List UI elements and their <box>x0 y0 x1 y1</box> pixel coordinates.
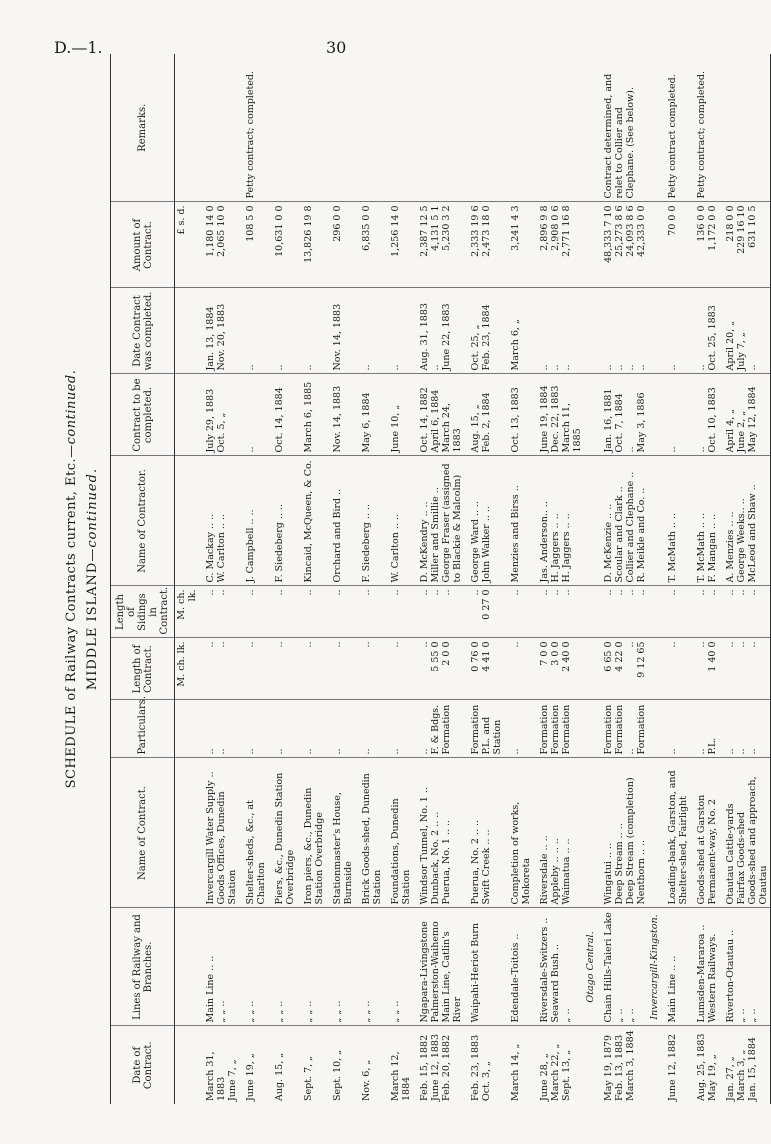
cell-line: „ „ .. <box>239 908 268 1026</box>
column-header: Lines of Railway and Branches. <box>111 908 175 1026</box>
table-row <box>355 54 384 1104</box>
cell-sid: .. <box>326 586 355 638</box>
cell-done: Aug. 31, 1883 .. June 22, 1883 <box>413 288 464 374</box>
table-cell <box>648 54 661 202</box>
column-header: Remarks. <box>111 54 175 202</box>
cell-contractor: A. Menzies .. .. George Weeks.. .. McLeod and Shaw .. <box>719 456 771 586</box>
column-header: Contract to be completed. <box>111 374 175 456</box>
table-cell <box>648 700 661 758</box>
cell-line: „ „ .. <box>384 908 413 1026</box>
table-cell <box>648 586 661 638</box>
cell-to: Oct. 14, 1884 <box>268 374 297 456</box>
cell-amt: 6,835 0 0 <box>355 202 384 288</box>
cell-to: June 19, 1884 Dec. 22, 1883 March 11, 1885 <box>533 374 584 456</box>
cell-rem <box>355 54 384 202</box>
table-cell <box>648 638 661 700</box>
cell-done: Jan. 13, 1884 Nov. 20, 1883 <box>199 288 239 374</box>
cell-done: .. .. .. .. <box>597 288 648 374</box>
column-header: Amount of Contract. <box>111 202 175 288</box>
table-cell <box>584 456 597 586</box>
cell-name: Windsor Tunnel, No. 1 .. Dunback, No. 2 .. .. Puerua, No. 1 .. .. <box>413 758 464 908</box>
cell-amt: 2,387 12 5 4,131 5 1 5,230 3 2 <box>413 202 464 288</box>
cell-date: March 31, 1883 June 7, „ <box>205 1051 238 1101</box>
cell-to: July 29, 1883 Oct. 5, „ <box>199 374 239 456</box>
table-row <box>690 54 719 1104</box>
cell-contractor: Kincaid, McQueen, & Co. <box>297 456 326 586</box>
table-body <box>175 54 771 1104</box>
cell-rem <box>719 54 771 202</box>
cell-amt: 3,241 4 3 <box>504 202 533 288</box>
cell-rem: Petty contract; completed. <box>239 54 268 202</box>
cell-line: Edendale-Toitois .. <box>504 908 533 1026</box>
cell-rem <box>533 54 584 202</box>
cell-date: Nov. 6, „ <box>361 1059 372 1101</box>
cell-contractor: T. McMath .. .. <box>661 456 690 586</box>
cell-contractor: D. McKenzie .. .. Scoular and Clark .. Collier and Clephane .. R. Meikle and Co. .. <box>597 456 648 586</box>
cell-line: „ „ .. <box>297 908 326 1026</box>
cell-date: June 12, 1882 <box>667 1034 678 1101</box>
cell-sid: .. <box>297 586 326 638</box>
cell-done: .. <box>268 288 297 374</box>
cell-line: „ „ .. <box>355 908 384 1026</box>
cell-date: Feb. 23, 1883 Oct. 3, „ <box>470 1034 492 1101</box>
cell-amt: 2,896 9 8 2,908 0 6 2,771 16 8 <box>533 202 584 288</box>
cell-contractor: D. McKendry .. .. Miller and Smillie .. George Fraser (assigned to Blackie & Malcolm) <box>413 456 464 586</box>
cell-name: Goods-shed at Garston Permanent-way, No. 2 <box>690 758 719 908</box>
cell-len: .. <box>504 638 533 700</box>
cell-len: .. 1 40 0 <box>690 638 719 700</box>
cell-line: „ „ .. <box>326 908 355 1026</box>
cell-date: Aug. 25, 1883 May 19, „ <box>696 1033 718 1101</box>
cell-done: .. <box>661 288 690 374</box>
table-row <box>661 54 690 1104</box>
cell-amt: 136 0 0 1,172 0 0 <box>690 202 719 288</box>
cell-len: 6 65 0 4 22 0 .. 9 12 65 <box>597 638 648 700</box>
cell-contractor: F. Siedeberg .. .. <box>355 456 384 586</box>
cell-part: .. .. <box>199 700 239 758</box>
section-row <box>648 54 661 1104</box>
units-cell <box>175 758 200 908</box>
cell-contractor: T. McMath .. .. F. Mangan .. .. <box>690 456 719 586</box>
units-cell <box>175 1026 200 1104</box>
cell-len: .. .. .. <box>719 638 771 700</box>
cell-rem: Petty contract completed. <box>661 54 690 202</box>
cell-part: Formation Formation .. Formation <box>597 700 648 758</box>
cell-part: .. <box>504 700 533 758</box>
cell-name: Invercargill Water Supply .. Goods Offices, Dunedin Station <box>199 758 239 908</box>
cell-to: Nov. 14, 1883 <box>326 374 355 456</box>
cell-done: .. <box>239 288 268 374</box>
cell-len: .. <box>239 638 268 700</box>
title-text: SCHEDULE of Railway Contracts current, Etc.— <box>64 444 79 789</box>
subtitle-cont: continued. <box>85 467 100 548</box>
cell-part: Formation P.L. and Station <box>464 700 504 758</box>
cell-contractor: F. Siedeberg .. .. <box>268 456 297 586</box>
schedule-subtitle <box>85 44 100 1114</box>
table-row <box>239 54 268 1104</box>
cell-rem <box>268 54 297 202</box>
units-cell: M. ch. lk. <box>175 638 200 700</box>
units-cell: £ s. d. <box>175 202 200 288</box>
schedule-title <box>64 44 79 1114</box>
cell-date: March 14, „ <box>510 1043 521 1101</box>
cell-sid: .. <box>268 586 297 638</box>
table-row <box>297 54 326 1104</box>
table-cell <box>648 288 661 374</box>
column-header: Length of Contract. <box>111 638 175 700</box>
cell-done: .. <box>384 288 413 374</box>
cell-amt: 70 0 0 <box>661 202 690 288</box>
cell-sid: .. <box>504 586 533 638</box>
cell-contractor: George Ward .. .. John Walker .. .. <box>464 456 504 586</box>
cell-line: Waipahi-Heriot Burn <box>464 908 504 1026</box>
cell-to: .. <box>239 374 268 456</box>
cell-done: April 20, „ July 7, „ .. <box>719 288 771 374</box>
table-cell <box>584 374 597 456</box>
cell-done: March 6, „ <box>504 288 533 374</box>
cell-name: Loading-bank, Garston, and Shelter-shed, Fairlight <box>661 758 690 908</box>
cell-name: Iron piers, &c., Dunedin Station Overbridge <box>297 758 326 908</box>
cell-rem <box>504 54 533 202</box>
cell-name: Riversdale .. .. Appleby .. .. .. Waimatua .. .. <box>533 758 584 908</box>
table-cell <box>648 456 661 586</box>
table-cell <box>584 700 597 758</box>
cell-name: Foundations, Dunedin Station <box>384 758 413 908</box>
cell-name: Piers, &c., Dunedin Station Overbridge <box>268 758 297 908</box>
table-row <box>413 54 464 1104</box>
table-cell <box>584 288 597 374</box>
title-cont: continued. <box>64 369 79 445</box>
table-row <box>533 54 584 1104</box>
cell-date: Feb. 15, 1882 June 12, 1883 Feb. 20, 1882 <box>419 1034 452 1101</box>
cell-name: Wingatui .. .. Deep Stream .. .. Deep Stream (completion) Nenthorn .. .. <box>597 758 648 908</box>
cell-rem: Contract determined, and relet to Collier and Clephane. (See below). <box>597 54 648 202</box>
table-cell <box>584 54 597 202</box>
cell-rem <box>413 54 464 202</box>
subtitle-text: MIDDLE ISLAND— <box>85 547 100 691</box>
cell-len: 0 76 0 4 41 0 <box>464 638 504 700</box>
cell-to: Aug. 15, „ Feb. 2, 1884 <box>464 374 504 456</box>
cell-done: .. <box>297 288 326 374</box>
cell-contractor: Menzies and Birss .. <box>504 456 533 586</box>
cell-line: Chain Hills-Taieri Lake „ .. „ .. <box>597 908 648 1026</box>
cell-sid: .. .. .. <box>719 586 771 638</box>
cell-line: Lumsden-Mararoa .. Western Railways. <box>690 908 719 1026</box>
units-cell <box>175 700 200 758</box>
column-header: Date Contract was completed. <box>111 288 175 374</box>
cell-line: Main Line .. .. <box>661 908 690 1026</box>
report-code: D.—1. <box>54 38 103 57</box>
cell-date: June 28, „ March 22, „ Sept. 13, „ <box>539 1043 572 1101</box>
cell-sid: .. <box>355 586 384 638</box>
cell-line: Ngapara-Livingstone Palmerston-Waihemo Main Line, Catlin's River <box>413 908 464 1026</box>
cell-date: Sept. 10, „ <box>332 1049 343 1101</box>
cell-part: .. <box>326 700 355 758</box>
column-header: Particulars. <box>111 700 175 758</box>
cell-part: .. <box>661 700 690 758</box>
column-header: Name of Contractor. <box>111 456 175 586</box>
cell-rem <box>384 54 413 202</box>
section-heading: Invercargill-Kingston. <box>648 908 661 1026</box>
cell-rem <box>297 54 326 202</box>
table-cell <box>584 586 597 638</box>
table-cell <box>584 638 597 700</box>
cell-amt: 108 5 0 <box>239 202 268 288</box>
cell-line: Riverton-Otautau .. „ .. „ .. <box>719 908 771 1026</box>
table-cell <box>648 202 661 288</box>
units-cell: M. ch. lk. <box>175 586 200 638</box>
table-row <box>504 54 533 1104</box>
table-cell <box>584 758 597 908</box>
cell-rem <box>464 54 504 202</box>
cell-amt: 1,180 14 0 2,065 10 0 <box>199 202 239 288</box>
units-row <box>175 54 200 1104</box>
page-number: 30 <box>326 38 347 57</box>
units-cell <box>175 288 200 374</box>
rotated-schedule <box>50 44 769 1114</box>
cell-line: „ „ .. <box>268 908 297 1026</box>
cell-name: Brick Goods-shed, Dunedin Station <box>355 758 384 908</box>
cell-sid: .. .. .. <box>533 586 584 638</box>
cell-date: June 19, „ <box>245 1053 256 1101</box>
cell-part: .. .. .. <box>719 700 771 758</box>
cell-to: March 6, 1885 <box>297 374 326 456</box>
cell-date: May 19, 1879 Feb. 13, 1883 March 3, 1884 <box>603 1030 636 1101</box>
cell-contractor: Orchard and Bird .. <box>326 456 355 586</box>
cell-sid: .. 0 27 0 <box>464 586 504 638</box>
cell-contractor: J. Campbell .. .. <box>239 456 268 586</box>
cell-line: Main Line .. .. „ „ .. <box>199 908 239 1026</box>
section-heading: Otago Central. <box>584 908 597 1026</box>
column-header: Length of Sidings in Contract. <box>111 586 175 638</box>
header-row <box>111 54 175 1104</box>
cell-amt: 1,256 14 0 <box>384 202 413 288</box>
units-cell <box>175 908 200 1026</box>
cell-part: .. <box>239 700 268 758</box>
cell-date: March 12, 1884 <box>390 1051 412 1101</box>
cell-len: .. <box>297 638 326 700</box>
cell-contractor: C. Mackay .. .. W. Carlton .. .. <box>199 456 239 586</box>
cell-name: Puerua, No. 2 .. .. Swift Creek .. .. <box>464 758 504 908</box>
cell-part: .. P.L. <box>690 700 719 758</box>
cell-rem: Petty contract; completed. <box>690 54 719 202</box>
cell-sid: .. .. <box>690 586 719 638</box>
table-cell <box>648 1026 661 1104</box>
cell-amt: 10,631 0 0 <box>268 202 297 288</box>
cell-done: Nov. 14, 1883 <box>326 288 355 374</box>
table-row <box>719 54 771 1104</box>
cell-to: Oct. 14, 1882 April 6, 1884 March 24, 1883 <box>413 374 464 456</box>
cell-to: .. Oct. 10, 1883 <box>690 374 719 456</box>
column-header: Date of Contract. <box>111 1026 175 1104</box>
cell-amt: 13,826 19 8 <box>297 202 326 288</box>
cell-to: June 10, „ <box>384 374 413 456</box>
cell-part: Formation Formation Formation <box>533 700 584 758</box>
cell-name: Otautau Cattle-yards Fairfax Goods-shed Goods-shed and approach, Otautau <box>719 758 771 908</box>
cell-part: .. <box>355 700 384 758</box>
table-row <box>326 54 355 1104</box>
cell-len: .. <box>268 638 297 700</box>
cell-len: .. 5 55 0 2 0 0 <box>413 638 464 700</box>
cell-to: May 6, 1884 <box>355 374 384 456</box>
cell-amt: 2,333 19 6 2,473 18 0 <box>464 202 504 288</box>
cell-date: Jan. 27, „ March 3, „ Jan. 15, 1884 <box>719 1026 771 1104</box>
cell-rem <box>199 54 239 202</box>
cell-to: April 4, „ June 2, „ May 12, 1884 <box>719 374 771 456</box>
cell-sid: .. <box>661 586 690 638</box>
cell-done: .. .. .. <box>533 288 584 374</box>
section-row <box>584 54 597 1104</box>
cell-name: Shelter-sheds, &c., at Charlton <box>239 758 268 908</box>
cell-sid: .. <box>384 586 413 638</box>
cell-len: .. <box>326 638 355 700</box>
cell-len: .. .. <box>199 638 239 700</box>
table-cell <box>584 202 597 288</box>
units-cell <box>175 374 200 456</box>
cell-part: .. <box>297 700 326 758</box>
cell-amt: 218 0 0 229 16 10 631 10 5 <box>719 202 771 288</box>
cell-date: Aug. 15, „ <box>274 1052 285 1101</box>
cell-sid: .. .. <box>199 586 239 638</box>
cell-rem <box>326 54 355 202</box>
cell-amt: 48,333 7 10 25,273 8 6 24,093 8 6 42,333 0 0 <box>597 202 648 288</box>
units-cell <box>175 456 200 586</box>
cell-contractor: Jas. Anderson.. .. H. Jaggers .. .. H. Jaggers .. .. <box>533 456 584 586</box>
cell-sid: .. <box>239 586 268 638</box>
cell-name: Stationmaster's House, Burnside <box>326 758 355 908</box>
cell-name: Completion of works, Mokoreta <box>504 758 533 908</box>
table-row <box>268 54 297 1104</box>
cell-done: .. <box>355 288 384 374</box>
cell-contractor: W. Carlton .. .. <box>384 456 413 586</box>
cell-date: Sept. 7, „ <box>303 1055 314 1101</box>
cell-line: Riversdale-Switzers .. Seaward Bush .. „ .. <box>533 908 584 1026</box>
cell-sid: .. .. .. <box>413 586 464 638</box>
cell-len: .. <box>661 638 690 700</box>
cell-len: 7 0 0 3 0 0 2 40 0 <box>533 638 584 700</box>
cell-to: Oct. 13, 1883 <box>504 374 533 456</box>
cell-to: .. <box>661 374 690 456</box>
contracts-table <box>110 54 771 1104</box>
units-cell <box>175 54 200 202</box>
cell-len: .. <box>355 638 384 700</box>
cell-done: Oct. 25, „ Feb. 23, 1884 <box>464 288 504 374</box>
cell-to: Jan. 16, 1881 Oct. 7, 1884 .. May 3, 1886 <box>597 374 648 456</box>
table-cell <box>648 758 661 908</box>
table-cell <box>584 1026 597 1104</box>
table-row <box>199 54 239 1104</box>
titles <box>50 44 100 1114</box>
table-row <box>597 54 648 1104</box>
table-row <box>464 54 504 1104</box>
cell-part: .. <box>384 700 413 758</box>
cell-part: .. F. & Bdgs. Formation <box>413 700 464 758</box>
cell-sid: .. .. .. .. <box>597 586 648 638</box>
table-row <box>384 54 413 1104</box>
cell-part: .. <box>268 700 297 758</box>
table-cell <box>648 374 661 456</box>
cell-done: .. Oct. 25, 1883 <box>690 288 719 374</box>
column-header: Name of Contract. <box>111 758 175 908</box>
cell-amt: 296 0 0 <box>326 202 355 288</box>
cell-len: .. <box>384 638 413 700</box>
